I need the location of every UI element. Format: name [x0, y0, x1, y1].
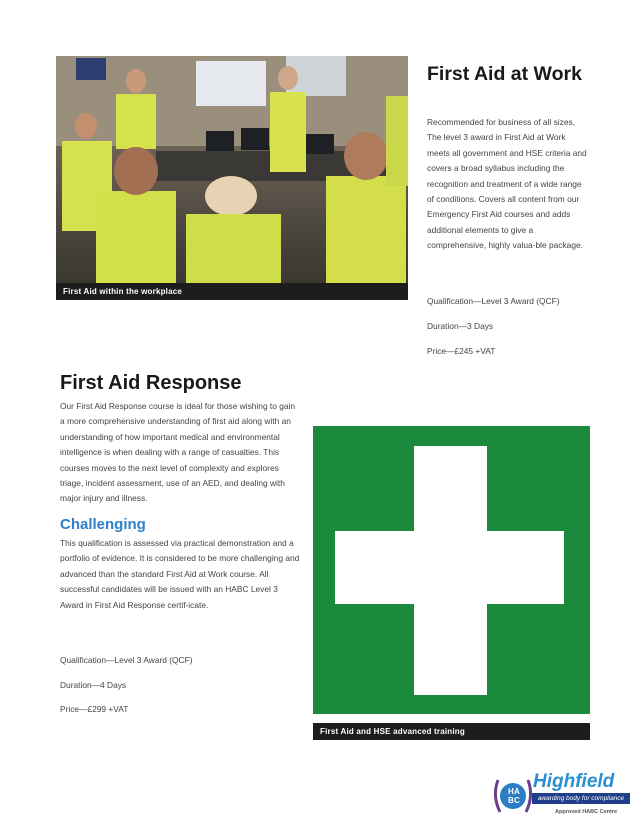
photo-person-head — [126, 69, 146, 93]
photo-hivis-vest — [326, 176, 406, 300]
first-aid-response-heading: First Aid Response — [60, 372, 242, 394]
logo-approved-centre: Approved HABC Centre — [555, 809, 618, 815]
first-aid-response-duration: Duration—4 Days — [60, 680, 127, 690]
photo-wall-seal — [76, 58, 106, 80]
first-aid-response-description: Our First Aid Response course is ideal for those wishing to gain a more comprehensive understanding of first aid along with an understanding of how important medical and environmental intelligence is when dealing with a range of casualties. This courses moves to the next level of complexity and explores triage, incident assessment, use of an AED, and dealing with major injury and illness. — [60, 401, 296, 504]
svg-text:A: A — [514, 787, 520, 796]
photo-monitor — [241, 128, 269, 150]
workplace-photo — [56, 56, 408, 300]
photo-monitor — [206, 131, 234, 151]
first-aid-cross-sign — [313, 426, 590, 714]
first-aid-at-work-description: Recommended for business of all sizes, The level 3 award in First Aid at Work meets all government and HSE criteria and covers a broad syllabus including the recognition and treatment of a wide range of conditions. Covers all content from our Emergency First Aid courses and adds additional elements to give a comprehensive, highly valua-ble package. — [427, 117, 587, 251]
photo-hivis-vest — [386, 96, 408, 186]
first-aid-at-work-qualification: Qualification—Level 3 Award (QCF) — [427, 296, 560, 306]
sign-caption: First Aid and HSE advanced training — [313, 723, 590, 740]
first-aid-response-price: Price—£299 +VAT — [60, 704, 129, 714]
photo-person-head — [114, 147, 158, 195]
photo-caption: First Aid within the workplace — [56, 283, 408, 300]
logo-wordmark: Highfield — [533, 771, 615, 792]
first-aid-at-work-heading: First Aid at Work — [427, 63, 582, 85]
cross-horizontal-bar — [335, 531, 564, 604]
challenging-subheading: Challenging — [60, 516, 146, 533]
photo-illustration — [56, 56, 408, 300]
first-aid-at-work-duration: Duration—3 Days — [427, 321, 494, 331]
photo-projection-screen — [196, 61, 266, 106]
photo-person-head — [278, 66, 298, 90]
first-aid-at-work-price: Price—£245 +VAT — [427, 346, 496, 356]
laurel-badge-icon — [490, 770, 538, 822]
svg-text:C: C — [514, 796, 520, 805]
svg-text:B: B — [508, 796, 514, 805]
photo-person-head — [205, 176, 257, 216]
logo-tagline: awarding body for compliance — [532, 793, 630, 804]
photo-person-head — [75, 113, 97, 139]
photo-person-head — [344, 132, 388, 180]
photo-hivis-vest — [116, 94, 156, 149]
assessment-description: This qualification is assessed via practical demonstration and a portfolio of evidence. It is considered to be more challenging and advanced than the standard First Aid at Work course. All successful candidates will be issued with an HABC Level 3 Award in First Aid Response certif-icate. — [60, 538, 300, 610]
photo-monitor — [306, 134, 334, 154]
first-aid-response-qualification: Qualification—Level 3 Award (QCF) — [60, 655, 193, 665]
svg-text:H: H — [508, 787, 514, 796]
photo-hivis-vest — [270, 92, 306, 172]
